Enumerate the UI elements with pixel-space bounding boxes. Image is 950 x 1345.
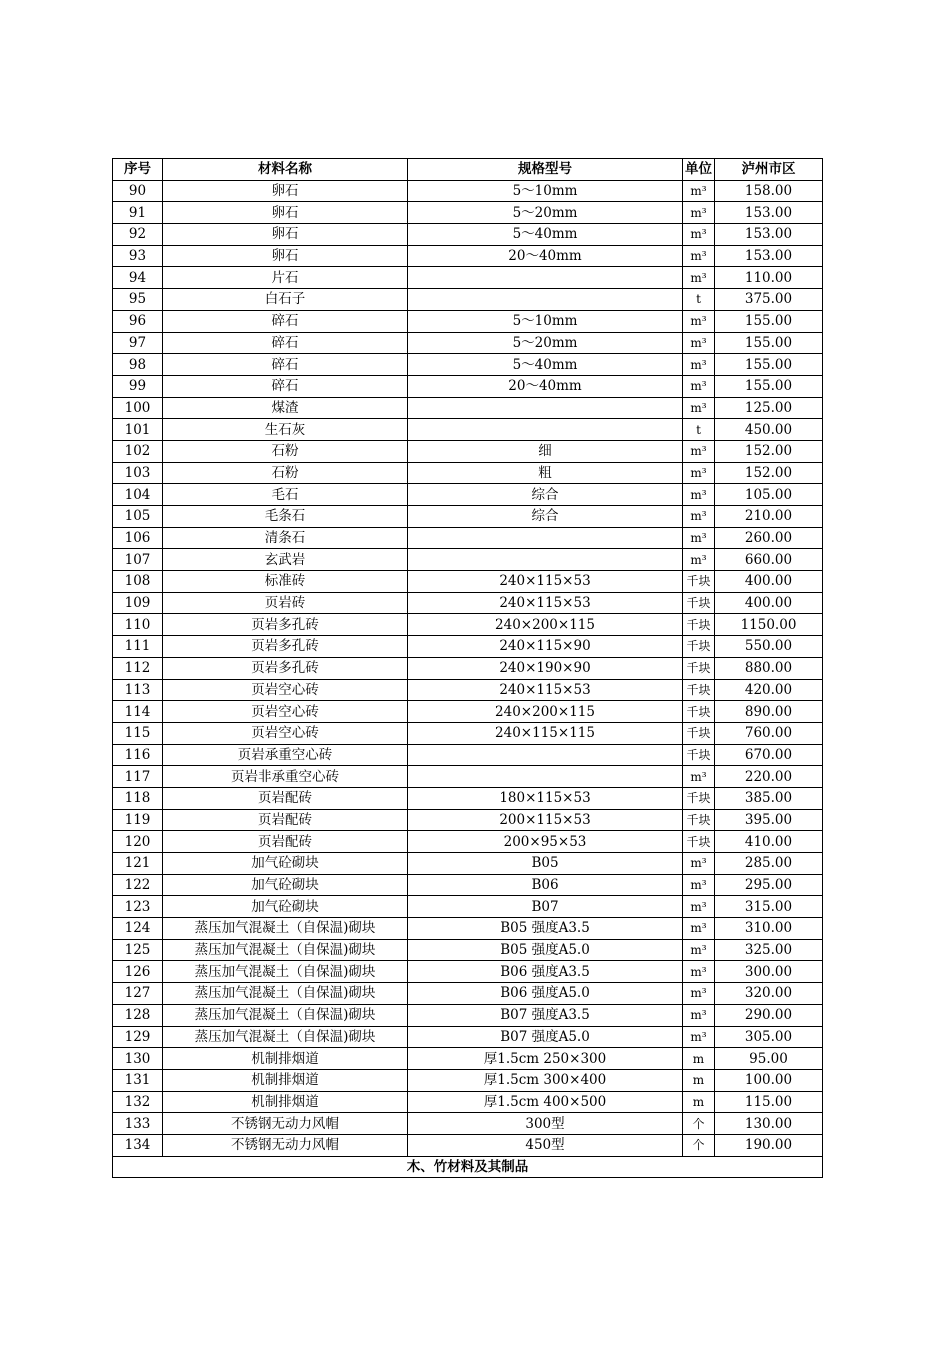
table-row <box>113 375 823 397</box>
material-name-cell: 碎石 <box>163 375 408 397</box>
table-row <box>113 202 823 224</box>
unit-cell: m³ <box>683 1004 715 1026</box>
row-number-cell: 128 <box>113 1004 163 1026</box>
table-row <box>113 527 823 549</box>
price-luzhou-cell: 130.00 <box>715 1113 823 1135</box>
table-row <box>113 267 823 289</box>
table-row <box>113 961 823 983</box>
material-name-cell: 页岩配砖 <box>163 809 408 831</box>
spec-model-cell <box>408 397 683 419</box>
spec-model-cell <box>408 527 683 549</box>
material-name-cell: 煤渣 <box>163 397 408 419</box>
row-number-cell: 110 <box>113 614 163 636</box>
price-luzhou-cell: 153.00 <box>715 224 823 246</box>
material-name-cell: 不锈钢无动力风帽 <box>163 1134 408 1156</box>
table-row <box>113 722 823 744</box>
spec-model-cell: 200×115×53 <box>408 809 683 831</box>
header-price: 泸州市区 <box>715 159 823 181</box>
price-luzhou-cell: 155.00 <box>715 310 823 332</box>
material-name-cell: 标准砖 <box>163 571 408 593</box>
row-number-cell: 108 <box>113 571 163 593</box>
section-row <box>113 1156 823 1178</box>
row-number-cell: 92 <box>113 224 163 246</box>
spec-model-cell: 450型 <box>408 1134 683 1156</box>
row-number-cell: 104 <box>113 484 163 506</box>
spec-model-cell: 300型 <box>408 1113 683 1135</box>
spec-model-cell: 厚1.5cm 300×400 <box>408 1069 683 1091</box>
unit-cell: m³ <box>683 961 715 983</box>
material-name-cell: 页岩多孔砖 <box>163 614 408 636</box>
unit-cell: 千块 <box>683 592 715 614</box>
table-row <box>113 310 823 332</box>
material-name-cell: 页岩空心砖 <box>163 679 408 701</box>
unit-cell: m³ <box>683 310 715 332</box>
row-number-cell: 131 <box>113 1069 163 1091</box>
spec-model-cell: 5～10mm <box>408 180 683 202</box>
unit-cell: 千块 <box>683 744 715 766</box>
price-luzhou-cell: 153.00 <box>715 245 823 267</box>
unit-cell: 千块 <box>683 614 715 636</box>
spec-model-cell: B07 <box>408 896 683 918</box>
price-luzhou-cell: 115.00 <box>715 1091 823 1113</box>
unit-cell: 千块 <box>683 809 715 831</box>
material-price-table <box>112 158 823 1178</box>
spec-model-cell: 240×115×53 <box>408 679 683 701</box>
material-name-cell: 卵石 <box>163 245 408 267</box>
table-row <box>113 809 823 831</box>
price-luzhou-cell: 190.00 <box>715 1134 823 1156</box>
price-luzhou-cell: 310.00 <box>715 918 823 940</box>
spec-model-cell: 240×200×115 <box>408 614 683 636</box>
row-number-cell: 97 <box>113 332 163 354</box>
row-number-cell: 121 <box>113 853 163 875</box>
row-number-cell: 130 <box>113 1048 163 1070</box>
row-number-cell: 116 <box>113 744 163 766</box>
material-name-cell: 加气砼砌块 <box>163 853 408 875</box>
spec-model-cell <box>408 289 683 311</box>
price-luzhou-cell: 220.00 <box>715 766 823 788</box>
price-luzhou-cell: 325.00 <box>715 939 823 961</box>
table-row <box>113 853 823 875</box>
spec-model-cell: 20～40mm <box>408 245 683 267</box>
material-name-cell: 清条石 <box>163 527 408 549</box>
spec-model-cell: 粗 <box>408 462 683 484</box>
spec-model-cell: 5～40mm <box>408 354 683 376</box>
row-number-cell: 129 <box>113 1026 163 1048</box>
spec-model-cell: 240×200×115 <box>408 701 683 723</box>
price-luzhou-cell: 320.00 <box>715 983 823 1005</box>
spec-model-cell: B06 强度A3.5 <box>408 961 683 983</box>
unit-cell: m³ <box>683 354 715 376</box>
unit-cell: 个 <box>683 1113 715 1135</box>
price-luzhou-cell: 152.00 <box>715 440 823 462</box>
material-name-cell: 不锈钢无动力风帽 <box>163 1113 408 1135</box>
material-name-cell: 蒸压加气混凝土（自保温)砌块 <box>163 961 408 983</box>
row-number-cell: 95 <box>113 289 163 311</box>
row-number-cell: 114 <box>113 701 163 723</box>
price-luzhou-cell: 210.00 <box>715 506 823 528</box>
price-luzhou-cell: 105.00 <box>715 484 823 506</box>
row-number-cell: 91 <box>113 202 163 224</box>
table-row <box>113 983 823 1005</box>
unit-cell: m <box>683 1069 715 1091</box>
price-luzhou-cell: 315.00 <box>715 896 823 918</box>
unit-cell: 千块 <box>683 636 715 658</box>
material-name-cell: 加气砼砌块 <box>163 896 408 918</box>
row-number-cell: 120 <box>113 831 163 853</box>
table-row <box>113 636 823 658</box>
price-luzhou-cell: 155.00 <box>715 354 823 376</box>
row-number-cell: 115 <box>113 722 163 744</box>
unit-cell: m³ <box>683 462 715 484</box>
unit-cell: m <box>683 1091 715 1113</box>
row-number-cell: 102 <box>113 440 163 462</box>
spec-model-cell: 240×115×90 <box>408 636 683 658</box>
material-name-cell: 蒸压加气混凝土（自保温)砌块 <box>163 939 408 961</box>
unit-cell: t <box>683 289 715 311</box>
spec-model-cell: 240×115×115 <box>408 722 683 744</box>
table-row <box>113 462 823 484</box>
unit-cell: m³ <box>683 267 715 289</box>
price-luzhou-cell: 410.00 <box>715 831 823 853</box>
row-number-cell: 109 <box>113 592 163 614</box>
spec-model-cell: 5～20mm <box>408 332 683 354</box>
table-row <box>113 614 823 636</box>
spec-model-cell: 240×190×90 <box>408 657 683 679</box>
unit-cell: m³ <box>683 939 715 961</box>
material-name-cell: 机制排烟道 <box>163 1048 408 1070</box>
unit-cell: m³ <box>683 245 715 267</box>
spec-model-cell <box>408 766 683 788</box>
spec-model-cell: 5～10mm <box>408 310 683 332</box>
material-name-cell: 碎石 <box>163 310 408 332</box>
unit-cell: m³ <box>683 918 715 940</box>
unit-cell: 千块 <box>683 701 715 723</box>
material-name-cell: 机制排烟道 <box>163 1091 408 1113</box>
unit-cell: t <box>683 419 715 441</box>
price-luzhou-cell: 890.00 <box>715 701 823 723</box>
spec-model-cell: 20～40mm <box>408 375 683 397</box>
price-luzhou-cell: 670.00 <box>715 744 823 766</box>
price-luzhou-cell: 450.00 <box>715 419 823 441</box>
unit-cell: m³ <box>683 440 715 462</box>
table-row <box>113 896 823 918</box>
price-luzhou-cell: 295.00 <box>715 874 823 896</box>
material-name-cell: 毛条石 <box>163 506 408 528</box>
row-number-cell: 133 <box>113 1113 163 1135</box>
unit-cell: 千块 <box>683 571 715 593</box>
unit-cell: 千块 <box>683 831 715 853</box>
spec-model-cell: 180×115×53 <box>408 787 683 809</box>
price-luzhou-cell: 1150.00 <box>715 614 823 636</box>
row-number-cell: 119 <box>113 809 163 831</box>
price-luzhou-cell: 155.00 <box>715 332 823 354</box>
row-number-cell: 105 <box>113 506 163 528</box>
spec-model-cell <box>408 549 683 571</box>
unit-cell: m³ <box>683 896 715 918</box>
price-luzhou-cell: 125.00 <box>715 397 823 419</box>
row-number-cell: 127 <box>113 983 163 1005</box>
row-number-cell: 96 <box>113 310 163 332</box>
row-number-cell: 117 <box>113 766 163 788</box>
price-luzhou-cell: 385.00 <box>715 787 823 809</box>
unit-cell: m³ <box>683 224 715 246</box>
row-number-cell: 132 <box>113 1091 163 1113</box>
material-name-cell: 蒸压加气混凝土（自保温)砌块 <box>163 983 408 1005</box>
price-luzhou-cell: 100.00 <box>715 1069 823 1091</box>
unit-cell: m³ <box>683 853 715 875</box>
material-name-cell: 玄武岩 <box>163 549 408 571</box>
price-luzhou-cell: 420.00 <box>715 679 823 701</box>
price-luzhou-cell: 153.00 <box>715 202 823 224</box>
unit-cell: 千块 <box>683 679 715 701</box>
price-luzhou-cell: 155.00 <box>715 375 823 397</box>
price-luzhou-cell: 760.00 <box>715 722 823 744</box>
header-row <box>113 159 823 181</box>
spec-model-cell: 厚1.5cm 250×300 <box>408 1048 683 1070</box>
material-name-cell: 碎石 <box>163 354 408 376</box>
spec-model-cell <box>408 419 683 441</box>
spec-model-cell: 240×115×53 <box>408 571 683 593</box>
material-name-cell: 机制排烟道 <box>163 1069 408 1091</box>
price-luzhou-cell: 110.00 <box>715 267 823 289</box>
price-luzhou-cell: 158.00 <box>715 180 823 202</box>
table-row <box>113 787 823 809</box>
table-row <box>113 1069 823 1091</box>
spec-model-cell: B06 强度A5.0 <box>408 983 683 1005</box>
row-number-cell: 134 <box>113 1134 163 1156</box>
table-row <box>113 1091 823 1113</box>
material-name-cell: 蒸压加气混凝土（自保温)砌块 <box>163 1026 408 1048</box>
material-name-cell: 碎石 <box>163 332 408 354</box>
table-row <box>113 354 823 376</box>
material-name-cell: 页岩多孔砖 <box>163 636 408 658</box>
unit-cell: m³ <box>683 527 715 549</box>
table-row <box>113 939 823 961</box>
material-name-cell: 卵石 <box>163 224 408 246</box>
table-row <box>113 506 823 528</box>
unit-cell: m³ <box>683 1026 715 1048</box>
unit-cell: 千块 <box>683 787 715 809</box>
price-luzhou-cell: 290.00 <box>715 1004 823 1026</box>
price-luzhou-cell: 550.00 <box>715 636 823 658</box>
unit-cell: m³ <box>683 180 715 202</box>
price-luzhou-cell: 400.00 <box>715 571 823 593</box>
table-row <box>113 245 823 267</box>
price-luzhou-cell: 285.00 <box>715 853 823 875</box>
price-luzhou-cell: 880.00 <box>715 657 823 679</box>
material-name-cell: 页岩空心砖 <box>163 722 408 744</box>
table-row <box>113 592 823 614</box>
price-luzhou-cell: 300.00 <box>715 961 823 983</box>
table-row <box>113 679 823 701</box>
material-name-cell: 卵石 <box>163 202 408 224</box>
material-name-cell: 片石 <box>163 267 408 289</box>
unit-cell: m <box>683 1048 715 1070</box>
table-row <box>113 744 823 766</box>
table-row <box>113 657 823 679</box>
row-number-cell: 99 <box>113 375 163 397</box>
spec-model-cell <box>408 744 683 766</box>
row-number-cell: 103 <box>113 462 163 484</box>
header-spec: 规格型号 <box>408 159 683 181</box>
unit-cell: m³ <box>683 332 715 354</box>
row-number-cell: 123 <box>113 896 163 918</box>
unit-cell: m³ <box>683 484 715 506</box>
material-name-cell: 页岩空心砖 <box>163 701 408 723</box>
spec-model-cell: 细 <box>408 440 683 462</box>
price-luzhou-cell: 95.00 <box>715 1048 823 1070</box>
material-name-cell: 蒸压加气混凝土（自保温)砌块 <box>163 918 408 940</box>
spec-model-cell: B05 <box>408 853 683 875</box>
row-number-cell: 126 <box>113 961 163 983</box>
material-name-cell: 页岩砖 <box>163 592 408 614</box>
table-row <box>113 440 823 462</box>
spec-model-cell: B06 <box>408 874 683 896</box>
table-row <box>113 180 823 202</box>
row-number-cell: 118 <box>113 787 163 809</box>
material-name-cell: 生石灰 <box>163 419 408 441</box>
material-name-cell: 页岩配砖 <box>163 787 408 809</box>
material-name-cell: 加气砼砌块 <box>163 874 408 896</box>
table-row <box>113 701 823 723</box>
spec-model-cell: B05 强度A5.0 <box>408 939 683 961</box>
row-number-cell: 125 <box>113 939 163 961</box>
table-row <box>113 1134 823 1156</box>
price-luzhou-cell: 660.00 <box>715 549 823 571</box>
table-row <box>113 549 823 571</box>
spec-model-cell: 综合 <box>408 484 683 506</box>
table-row <box>113 1048 823 1070</box>
material-name-cell: 石粉 <box>163 462 408 484</box>
table-row <box>113 1113 823 1135</box>
row-number-cell: 112 <box>113 657 163 679</box>
row-number-cell: 122 <box>113 874 163 896</box>
unit-cell: m³ <box>683 549 715 571</box>
table-row <box>113 224 823 246</box>
table-row <box>113 332 823 354</box>
row-number-cell: 90 <box>113 180 163 202</box>
spec-model-cell: 240×115×53 <box>408 592 683 614</box>
table-row <box>113 571 823 593</box>
material-name-cell: 页岩承重空心砖 <box>163 744 408 766</box>
unit-cell: 千块 <box>683 722 715 744</box>
spec-model-cell: 厚1.5cm 400×500 <box>408 1091 683 1113</box>
price-luzhou-cell: 375.00 <box>715 289 823 311</box>
material-name-cell: 蒸压加气混凝土（自保温)砌块 <box>163 1004 408 1026</box>
material-name-cell: 页岩非承重空心砖 <box>163 766 408 788</box>
row-number-cell: 94 <box>113 267 163 289</box>
unit-cell: m³ <box>683 506 715 528</box>
header-name: 材料名称 <box>163 159 408 181</box>
row-number-cell: 101 <box>113 419 163 441</box>
row-number-cell: 93 <box>113 245 163 267</box>
unit-cell: m³ <box>683 202 715 224</box>
unit-cell: 千块 <box>683 657 715 679</box>
price-luzhou-cell: 305.00 <box>715 1026 823 1048</box>
unit-cell: m³ <box>683 766 715 788</box>
unit-cell: m³ <box>683 397 715 419</box>
row-number-cell: 124 <box>113 918 163 940</box>
material-name-cell: 页岩多孔砖 <box>163 657 408 679</box>
row-number-cell: 111 <box>113 636 163 658</box>
spec-model-cell: B07 强度A5.0 <box>408 1026 683 1048</box>
table-row <box>113 484 823 506</box>
material-name-cell: 卵石 <box>163 180 408 202</box>
material-name-cell: 石粉 <box>163 440 408 462</box>
unit-cell: 个 <box>683 1134 715 1156</box>
material-name-cell: 页岩配砖 <box>163 831 408 853</box>
row-number-cell: 106 <box>113 527 163 549</box>
row-number-cell: 100 <box>113 397 163 419</box>
table-body <box>113 180 823 1156</box>
header-unit: 单位 <box>683 159 715 181</box>
spec-model-cell: 综合 <box>408 506 683 528</box>
table-row <box>113 918 823 940</box>
table-row <box>113 1004 823 1026</box>
price-luzhou-cell: 260.00 <box>715 527 823 549</box>
spec-model-cell <box>408 267 683 289</box>
spec-model-cell: B05 强度A3.5 <box>408 918 683 940</box>
table-row <box>113 289 823 311</box>
spec-model-cell: B07 强度A3.5 <box>408 1004 683 1026</box>
price-luzhou-cell: 400.00 <box>715 592 823 614</box>
unit-cell: m³ <box>683 983 715 1005</box>
material-name-cell: 毛石 <box>163 484 408 506</box>
unit-cell: m³ <box>683 375 715 397</box>
table-row <box>113 831 823 853</box>
table-row <box>113 766 823 788</box>
row-number-cell: 98 <box>113 354 163 376</box>
table-row <box>113 419 823 441</box>
material-name-cell: 白石子 <box>163 289 408 311</box>
section-footer-label: 木、竹材料及其制品 <box>113 1156 823 1178</box>
price-luzhou-cell: 152.00 <box>715 462 823 484</box>
table-row <box>113 874 823 896</box>
spec-model-cell: 5～20mm <box>408 202 683 224</box>
spec-model-cell: 5～40mm <box>408 224 683 246</box>
table-row <box>113 397 823 419</box>
unit-cell: m³ <box>683 874 715 896</box>
row-number-cell: 107 <box>113 549 163 571</box>
price-luzhou-cell: 395.00 <box>715 809 823 831</box>
header-no: 序号 <box>113 159 163 181</box>
table-row <box>113 1026 823 1048</box>
spec-model-cell: 200×95×53 <box>408 831 683 853</box>
row-number-cell: 113 <box>113 679 163 701</box>
